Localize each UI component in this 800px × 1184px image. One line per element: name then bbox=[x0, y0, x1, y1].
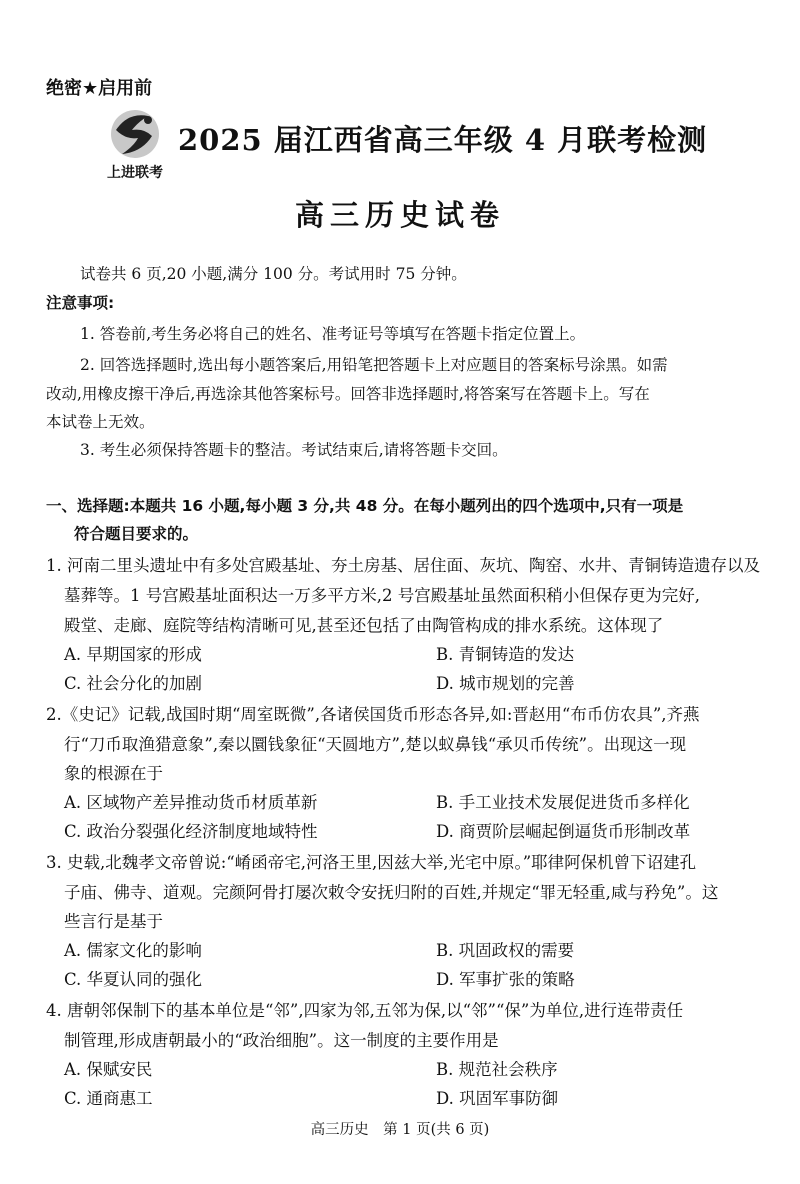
exam-title: 2025 届江西省高三年级 4 月联考检测 bbox=[178, 123, 708, 157]
exam-logo bbox=[100, 108, 170, 184]
question-3-option-d: D. 军事扩张的策略 bbox=[436, 970, 575, 989]
question-1-option-d: D. 城市规划的完善 bbox=[436, 674, 575, 693]
note-line: 改动,用橡皮擦干净后,再选涂其他答案标号。回答非选择题时,将答案写在答题卡上。写在 bbox=[46, 385, 650, 403]
question-3-text: 子庙、佛寺、道观。完颜阿骨打屡次敕令安抚归附的百姓,并规定“罪无轻重,咸与矜免”。这 bbox=[64, 883, 719, 902]
question-2-option-d: D. 商贾阶层崛起倒逼货币形制改革 bbox=[436, 822, 691, 841]
question-1-text: 殿堂、走廊、庭院等结构清晰可见,甚至还包括了由陶管构成的排水系统。这体现了 bbox=[64, 616, 664, 635]
note-line: 本试卷上无效。 bbox=[46, 413, 155, 431]
question-2-text: 行“刀币取渔猎意象”,秦以圜钱象征“天圆地方”,楚以蚁鼻钱“承贝币传统”。出现这一现 bbox=[64, 735, 687, 754]
note-line: 1. 答卷前,考生务必将自己的姓名、准考证号等填写在答题卡指定位置上。 bbox=[80, 325, 586, 343]
subject-title: 高三历史试卷 bbox=[294, 198, 505, 232]
question-4-text: 4. 唐朝邻保制下的基本单位是“邻”,四家为邻,五邻为保,以“邻”“保”为单位,进行连带责任 bbox=[46, 1001, 684, 1020]
question-1-text: 墓葬等。1 号宫殿基址面积达一万多平方米,2 号宫殿基址虽然面积稍小但保存更为完好, bbox=[64, 586, 700, 605]
question-2-option-a: A. 区域物产差异推动货币材质革新 bbox=[64, 793, 318, 812]
question-2-text: 2.《史记》记载,战国时期“周室既微”,各诸侯国货币形态各异,如:晋赵用“布币仿农具”,齐燕 bbox=[46, 705, 700, 724]
question-1-text: 1. 河南二里头遗址中有多处宫殿基址、夯土房基、居住面、灰坑、陶窑、水井、青铜铸造遗存以及 bbox=[46, 556, 760, 575]
question-3-text: 3. 史载,北魏孝文帝曾说:“崤函帝宅,河洛王里,因兹大举,光宅中原。”耶律阿保机曾下诏建孔 bbox=[46, 853, 697, 872]
page-footer: 高三历史 第 1 页(共 6 页) bbox=[310, 1122, 490, 1138]
question-3-option-a: A. 儒家文化的影响 bbox=[64, 941, 202, 960]
intro-text: 试卷共 6 页,20 小题,满分 100 分。考试用时 75 分钟。 bbox=[80, 265, 467, 283]
question-2-option-b: B. 手工业技术发展促进货币多样化 bbox=[436, 793, 690, 812]
logo-text: 上进联考 bbox=[107, 165, 163, 181]
section-heading: 一、选择题:本题共 16 小题,每小题 3 分,共 48 分。在每小题列出的四个选项中,只有一项是 bbox=[46, 497, 684, 515]
question-3-option-b: B. 巩固政权的需要 bbox=[436, 941, 575, 960]
confidential-label: 绝密★启用前 bbox=[46, 78, 153, 99]
question-1-option-b: B. 青铜铸造的发达 bbox=[436, 645, 575, 664]
question-4-option-d: D. 巩固军事防御 bbox=[436, 1089, 559, 1108]
question-3-option-c: C. 华夏认同的强化 bbox=[64, 970, 203, 989]
logo-icon bbox=[108, 108, 162, 164]
question-1-option-a: A. 早期国家的形成 bbox=[64, 645, 202, 664]
question-3-text: 些言行是基于 bbox=[64, 912, 163, 931]
note-line: 3. 考生必须保持答题卡的整洁。考试结束后,请将答题卡交回。 bbox=[80, 441, 508, 459]
question-4-text: 制管理,形成唐朝最小的“政治细胞”。这一制度的主要作用是 bbox=[64, 1031, 499, 1050]
note-line: 2. 回答选择题时,选出每小题答案后,用铅笔把答题卡上对应题目的答案标号涂黑。如需 bbox=[80, 356, 668, 374]
question-1-option-c: C. 社会分化的加剧 bbox=[64, 674, 203, 693]
question-4-option-a: A. 保赋安民 bbox=[64, 1060, 153, 1079]
notes-heading: 注意事项: bbox=[46, 294, 115, 312]
section-heading-cont: 符合题目要求的。 bbox=[74, 525, 199, 543]
question-4-option-b: B. 规范社会秩序 bbox=[436, 1060, 558, 1079]
question-2-text: 象的根源在于 bbox=[64, 764, 163, 783]
question-2-option-c: C. 政治分裂强化经济制度地域特性 bbox=[64, 822, 318, 841]
question-4-option-c: C. 通商惠工 bbox=[64, 1089, 153, 1108]
